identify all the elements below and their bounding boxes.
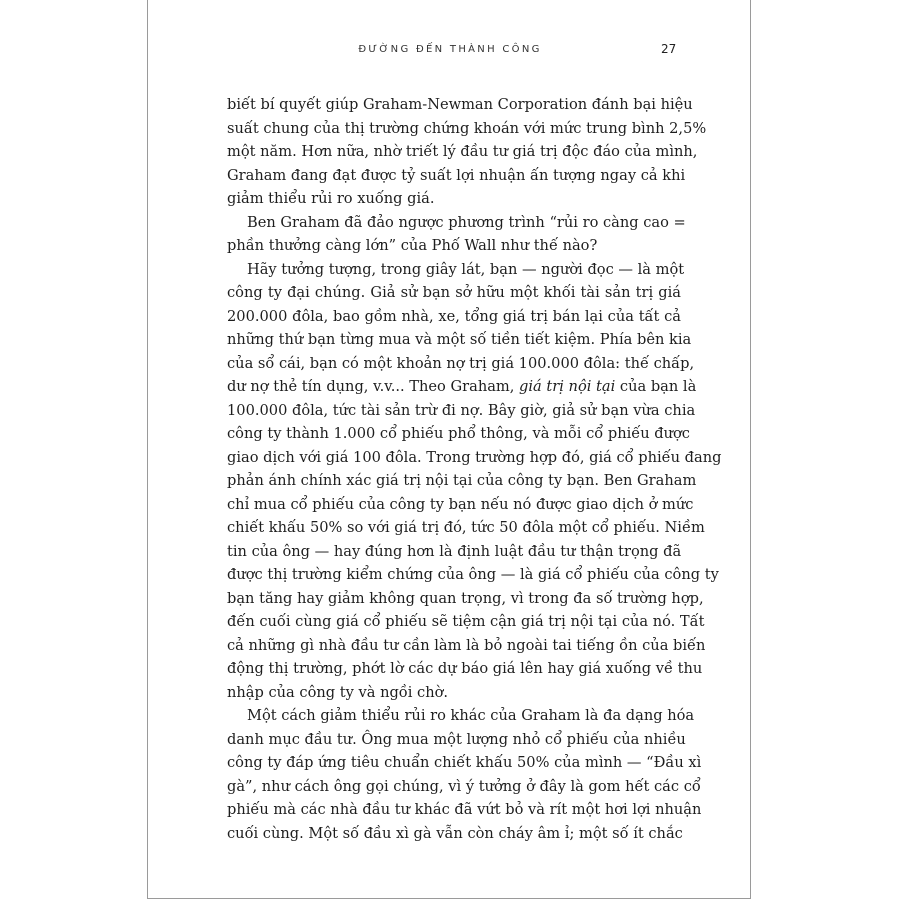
book-page (147, 0, 751, 899)
text-line-with-italic (227, 375, 697, 399)
text-line: Ben Graham đã đảo ngược phương trình “rủi ro càng cao = (247, 213, 686, 231)
text-line: 100.000 đôla, tức tài sản trừ đi nợ. Bây giờ, giả sử bạn vừa chia (227, 401, 696, 419)
text-line: động thị trường, phớt lờ các dự báo giá lên hay giá xuống về thu (227, 660, 703, 677)
text-line: 200.000 đôla, bao gồm nhà, xe, tổng giá trị bán lại của tất cả (227, 307, 681, 325)
paragraph (227, 211, 686, 258)
text-line: công ty đáp ứng tiêu chuẩn chiết khấu 50% của mình — “Đầu xì (227, 754, 702, 771)
text-line: nhập của công ty và ngồi chờ. (227, 683, 449, 701)
text-line: danh mục đầu tư. Ông mua một lượng nhỏ cổ phiếu của nhiều (227, 730, 686, 748)
running-head: ĐƯỜNG ĐẾN THÀNH CÔNG (358, 44, 542, 55)
text-line: chiết khấu 50% so với giá trị đó, tức 50 đôla một cổ phiếu. Niềm (227, 519, 705, 536)
text-line: Graham đang đạt được tỷ suất lợi nhuận ấn tượng ngay cả khi (227, 166, 686, 184)
text-line: biết bí quyết giúp Graham-Newman Corporation đánh bại hiệu (227, 96, 693, 113)
text-line: Hãy tưởng tượng, trong giây lát, bạn — người đọc — là một (247, 260, 685, 278)
text-line: giao dịch với giá 100 đôla. Trong trường hợp đó, giá cổ phiếu đang (227, 448, 722, 466)
text-line: phần thưởng càng lớn” của Phố Wall như thế nào? (227, 237, 598, 254)
text-line: một năm. Hơn nữa, nhờ triết lý đầu tư giá trị độc đáo của mình, (227, 143, 698, 160)
text-line: bạn tăng hay giảm không quan trọng, vì trong đa số trường hợp, (227, 589, 704, 607)
text-line: cuối cùng. Một số đầu xì gà vẫn còn cháy âm ỉ; một số ít chắc (227, 824, 683, 842)
text-line: đến cuối cùng giá cổ phiếu sẽ tiệm cận giá trị nội tại của nó. Tất (227, 613, 705, 630)
text-line: tin của ông — hay đúng hơn là định luật đầu tư thận trọng đã (227, 542, 682, 560)
text-line: công ty đại chúng. Giả sử bạn sở hữu một khối tài sản trị giá (227, 284, 681, 301)
text-line: suất chung của thị trường chứng khoán với mức trung bình 2,5% (227, 119, 707, 137)
text-line: được thị trường kiểm chứng của ông — là giá cổ phiếu của công ty (227, 566, 719, 583)
text-line: phiếu mà các nhà đầu tư khác đã vứt bỏ và rít một hơi lợi nhuận (227, 801, 702, 818)
body-text (227, 93, 722, 845)
paragraph (227, 258, 722, 705)
text-line: công ty thành 1.000 cổ phiếu phổ thông, và mỗi cổ phiếu được (227, 425, 690, 442)
italic-term: giá trị nội tại (519, 378, 616, 395)
page-number: 27 (661, 42, 677, 56)
paragraph (227, 93, 707, 211)
text-line: giảm thiểu rủi ro xuống giá. (227, 190, 435, 207)
text-line: phản ánh chính xác giá trị nội tại của công ty bạn. Ben Graham (227, 472, 697, 489)
text-line: của sổ cái, bạn có một khoản nợ trị giá 100.000 đôla: thế chấp, (227, 354, 695, 372)
text-line: cả những gì nhà đầu tư cần làm là bỏ ngoài tai tiếng ồn của biến (227, 636, 706, 654)
text-run: dư nợ thẻ tín dụng, v.v... Theo Graham, (227, 378, 515, 395)
text-line: Một cách giảm thiểu rủi ro khác của Graham là đa dạng hóa (247, 707, 695, 724)
text-line: gà”, như cách ông gọi chúng, vì ý tưởng ở đây là gom hết các cổ (227, 777, 701, 795)
text-run: của bạn là (615, 378, 697, 395)
paragraph (227, 704, 702, 845)
text-line: những thứ bạn từng mua và một số tiền tiết kiệm. Phía bên kia (227, 331, 692, 348)
text-line: chỉ mua cổ phiếu của công ty bạn nếu nó được giao dịch ở mức (227, 495, 694, 513)
